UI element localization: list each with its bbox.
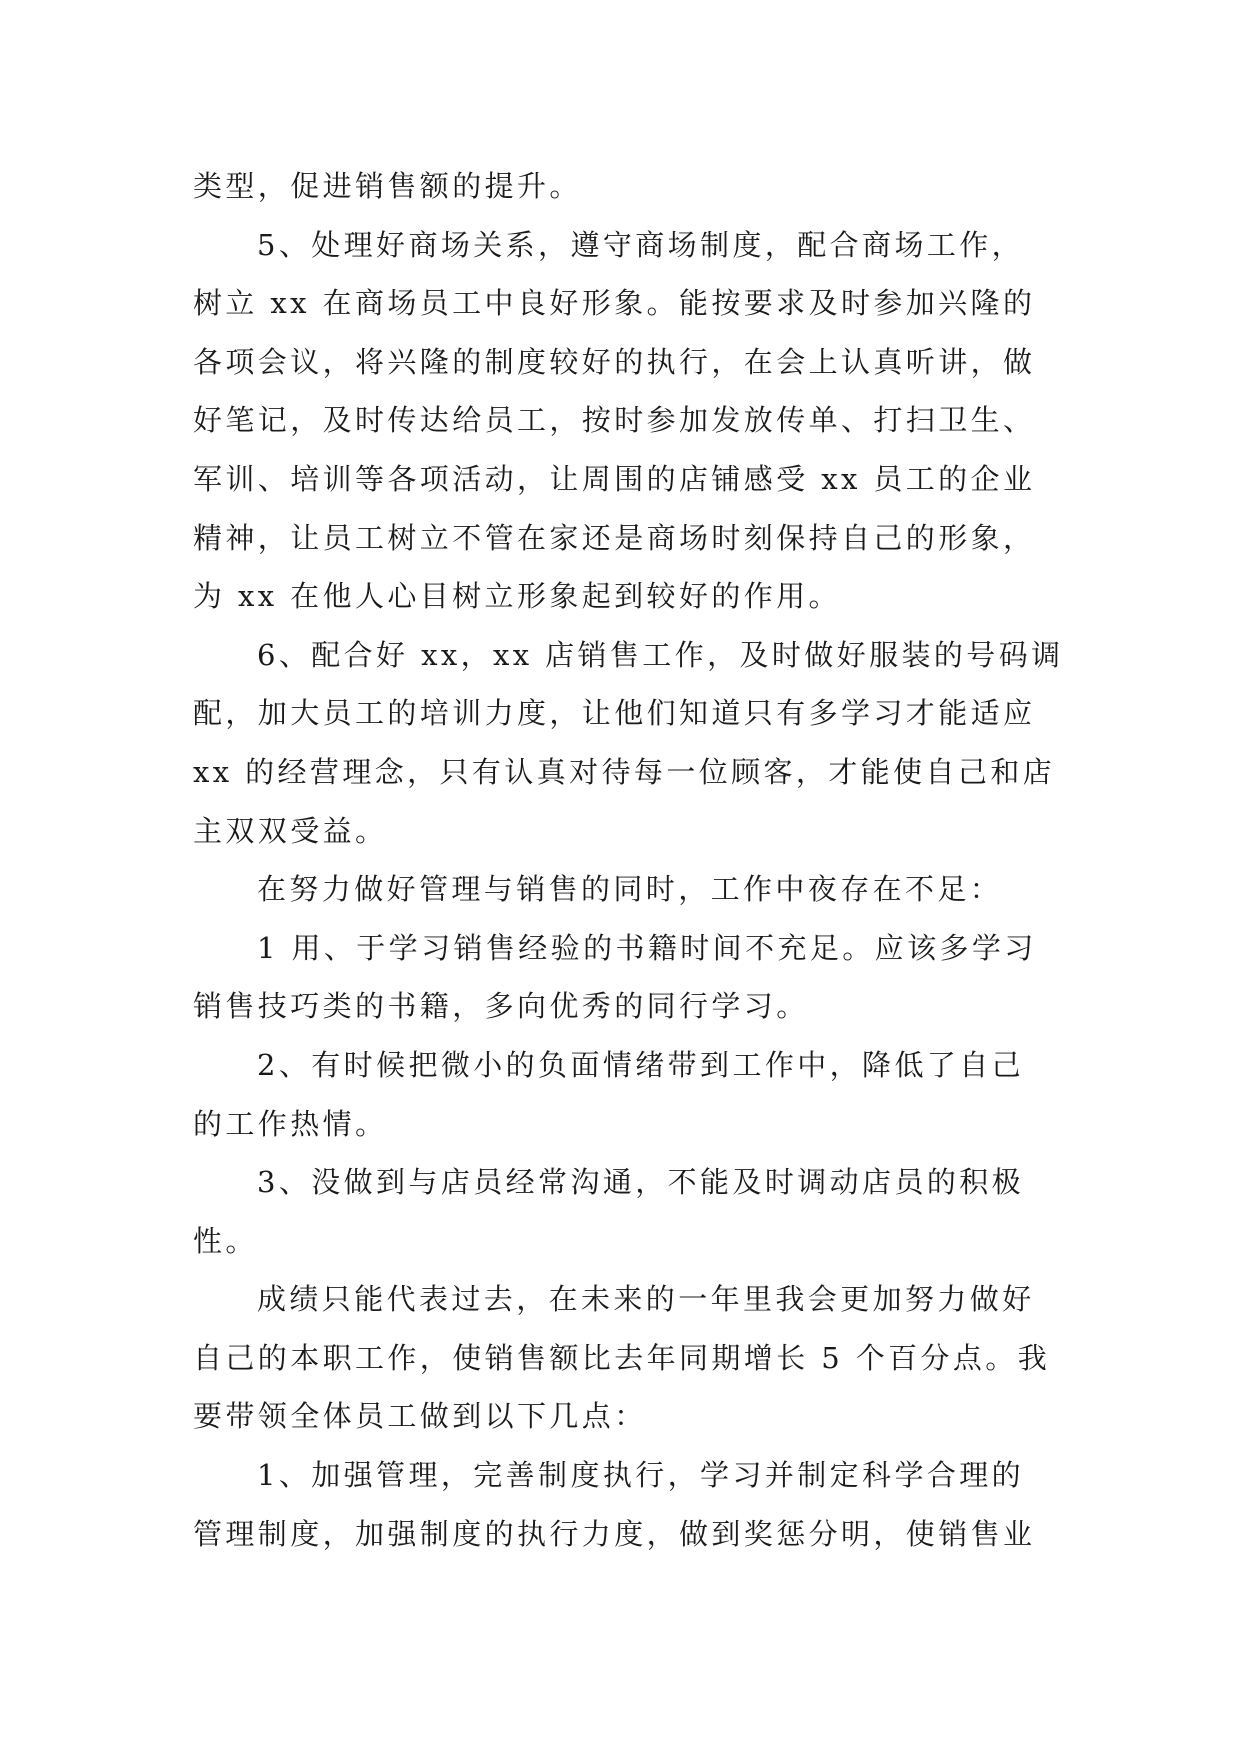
text-line: 精神，让员工树立不管在家还是商场时刻保持自己的形象， (193, 520, 1036, 555)
text-line: xx 的经营理念，只有认真对待每一位顾客，才能使自己和店 (193, 754, 1056, 789)
paragraph-shortcoming-1-start: 1 用、于学习销售经验的书籍时间不充足。应该多学习 (257, 930, 1037, 965)
document-body (193, 157, 1064, 1563)
text-line: 要带领全体员工做到以下几点： (193, 1399, 647, 1434)
paragraph-shortcoming-2-start: 2、有时候把微小的负面情绪带到工作中，降低了自己 (257, 1047, 1025, 1082)
text-line: 配，加大员工的培训力度，让他们知道只有多学习才能适应 (193, 696, 1036, 731)
text-line: 销售技巧类的书籍，多向优秀的同行学习。 (193, 989, 809, 1024)
text-line: 类型，促进销售额的提升。 (193, 169, 582, 203)
text-line: 管理制度，加强制度的执行力度，做到奖惩分明，使销售业 (193, 1516, 1036, 1551)
paragraph-future-plan-start: 成绩只能代表过去，在未来的一年里我会更加努力做好 (257, 1282, 1035, 1317)
paragraph-item-6-start: 6、配合好 xx，xx 店销售工作，及时做好服装的号码调 (257, 637, 1064, 672)
text-line: 的工作热情。 (193, 1106, 388, 1141)
paragraph-shortcomings-intro: 在努力做好管理与销售的同时，工作中夜存在不足： (257, 872, 1003, 907)
text-line: 树立 xx 在商场员工中良好形象。能按要求及时参加兴隆的 (193, 286, 1036, 321)
text-line: 性。 (193, 1223, 258, 1258)
text-line: 自己的本职工作，使销售额比去年同期增长 5 个百分点。我 (193, 1340, 1051, 1375)
text-line: 军训、培训等各项活动，让周围的店铺感受 xx 员工的企业 (193, 461, 1036, 496)
text-line: 主双双受益。 (193, 813, 388, 848)
paragraph-item-5-start: 5、处理好商场关系，遵守商场制度，配合商场工作， (257, 227, 1025, 262)
paragraph-shortcoming-3-start: 3、没做到与店员经常沟通，不能及时调动店员的积极 (257, 1165, 1025, 1200)
text-line: 各项会议，将兴隆的制度较好的执行，在会上认真听讲，做 (193, 344, 1036, 379)
paragraph-plan-1-start: 1、加强管理，完善制度执行，学习并制定科学合理的 (257, 1458, 1025, 1493)
text-line: 为 xx 在他人心目树立形象起到较好的作用。 (193, 579, 841, 614)
text-line: 好笔记，及时传达给员工，按时参加发放传单、打扫卫生、 (193, 403, 1036, 438)
